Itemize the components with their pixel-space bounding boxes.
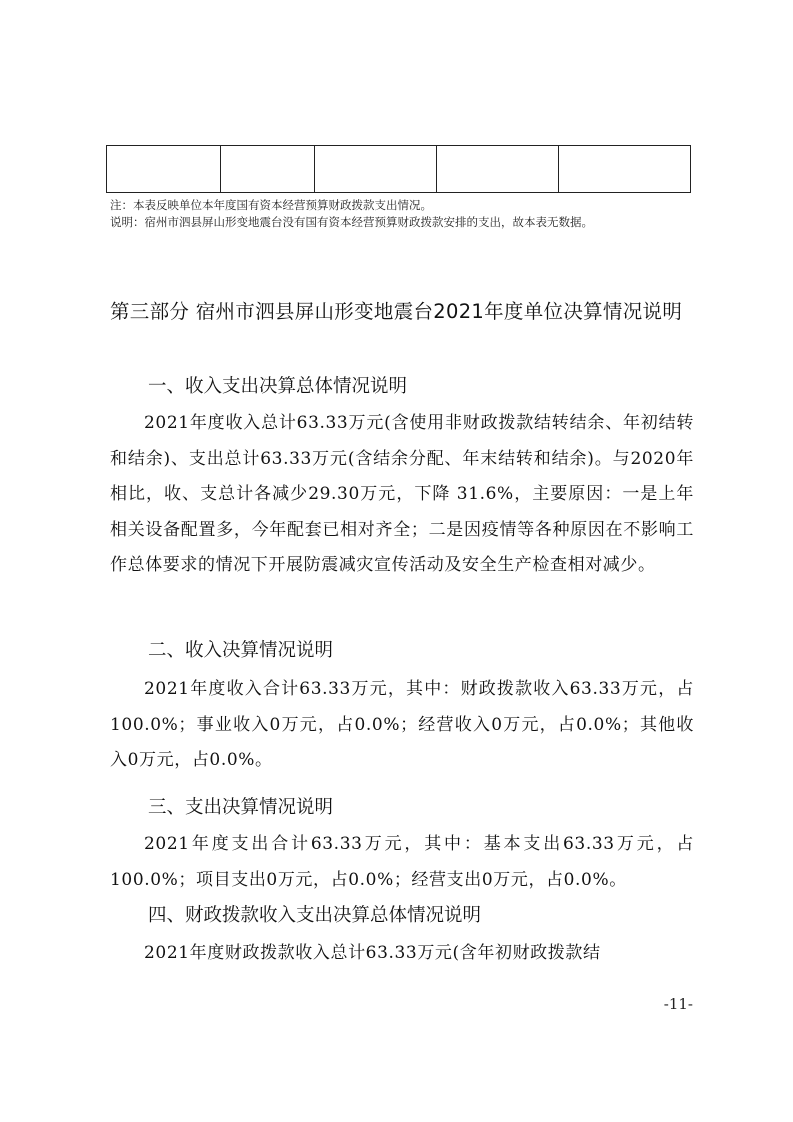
table-explanation: 说明：宿州市泗县屏山形变地震台没有国有资本经营预算财政拨款安排的支出，故本表无数据。 bbox=[110, 215, 593, 229]
table-cell bbox=[107, 146, 221, 193]
table-cell bbox=[315, 146, 437, 193]
paragraph-income: 2021年度收入合计63.33万元，其中：财政拨款收入63.33万元，占100.0%；事业收入0万元，占0.0%；经营收入0万元，占0.0%；其他收入0万元，占0.0%。 bbox=[110, 679, 694, 770]
table-row bbox=[107, 146, 691, 193]
paragraph-expenditure: 2021年度支出合计63.33万元，其中：基本支出63.33万元，占100.0%；项目支出0万元，占0.0%；经营支出0万元，占0.0%。 bbox=[110, 834, 694, 890]
table-note: 注：本表反映单位本年度国有资本经营预算财政拨款支出情况。 bbox=[110, 198, 432, 212]
heading-income: 二、收入决算情况说明 bbox=[148, 640, 334, 661]
heading-overall: 一、收入支出决算总体情况说明 bbox=[148, 376, 408, 397]
paragraph-overall: 2021年度收入总计63.33万元(含使用非财政拨款结转结余、年初结转和结余)、支出总计63.33万元(含结余分配、年末结转和结余)。与2020年相比，收、支总计各减少29.30万元，下降 31.6%，主要原因：一是上年相关设备配置多，今年配套已相对齐全；二是因疫情等各种原因在不影响工作总体要求的情况下开展防震减灾宣传活动及安全生产检查相对减少。 bbox=[110, 413, 694, 575]
paragraph-fiscal-allocation: 2021年度财政拨款收入总计63.33万元(含年初财政拨款结 bbox=[144, 943, 601, 963]
table-cell bbox=[221, 146, 315, 193]
table-notes bbox=[110, 197, 695, 231]
table-cell bbox=[559, 146, 691, 193]
heading-fiscal-allocation: 四、财政拨款收入支出决算总体情况说明 bbox=[148, 905, 482, 926]
page-number: -11- bbox=[663, 995, 693, 1013]
section-title: 第三部分 宿州市泗县屏山形变地震台2021年度单位决算情况说明 bbox=[110, 300, 683, 323]
heading-expenditure: 三、支出决算情况说明 bbox=[148, 797, 334, 818]
table-cell bbox=[437, 146, 559, 193]
empty-table bbox=[106, 145, 691, 193]
